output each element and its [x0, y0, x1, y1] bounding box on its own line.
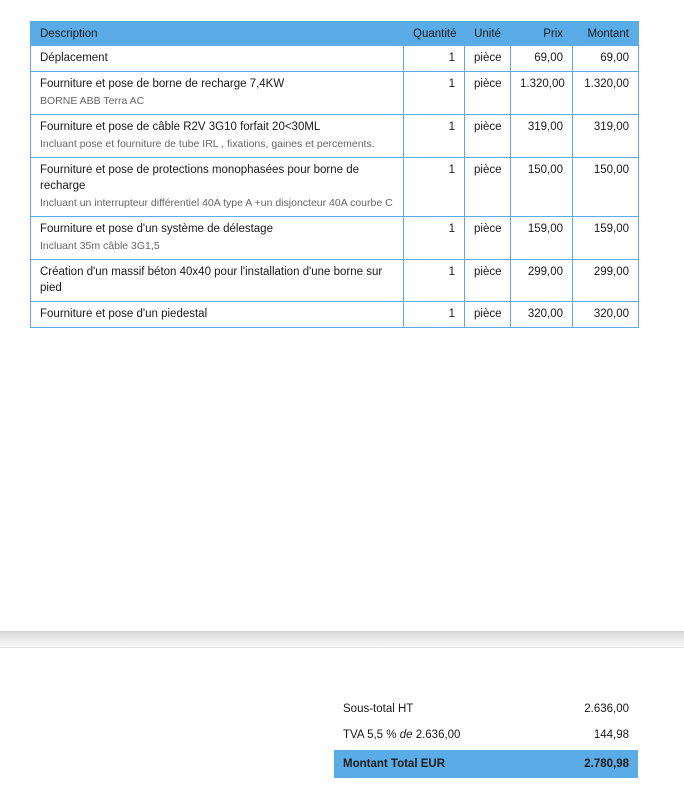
item-title: Fourniture et pose d'un piedestal [40, 308, 208, 320]
vat-row [334, 722, 638, 748]
row-unit-cell: pièce [465, 217, 511, 260]
row-amount-cell: 159,00 [573, 217, 639, 260]
grand-total-row [334, 750, 638, 778]
row-description-cell [31, 158, 404, 217]
vat-label [343, 729, 460, 741]
row-unit-cell: pièce [465, 46, 511, 72]
column-header-description: Description [31, 22, 404, 46]
row-amount-cell: 299,00 [573, 260, 639, 302]
row-price-cell: 150,00 [511, 158, 573, 217]
row-price-cell: 159,00 [511, 217, 573, 260]
row-quantity-cell: 1 [404, 217, 465, 260]
row-quantity-cell: 1 [404, 260, 465, 302]
subtotal-value: 2.636,00 [584, 703, 629, 715]
row-unit-cell: pièce [465, 72, 511, 115]
grand-total-value: 2.780,98 [584, 758, 629, 770]
item-title: Fourniture et pose de borne de recharge 7,4KW [40, 78, 285, 90]
row-description-cell [31, 115, 404, 158]
vat-de-text: de [399, 729, 413, 741]
column-header-unit: Unité [465, 22, 511, 46]
row-unit-cell: pièce [465, 302, 511, 328]
row-price-cell: 320,00 [511, 302, 573, 328]
item-detail: BORNE ABB Terra AC [40, 95, 145, 107]
row-price-cell: 1.320,00 [511, 72, 573, 115]
row-description-cell [31, 46, 404, 72]
table-row [31, 302, 639, 328]
row-price-cell: 319,00 [511, 115, 573, 158]
row-amount-cell: 69,00 [573, 46, 639, 72]
row-amount-cell: 319,00 [573, 115, 639, 158]
row-quantity-cell: 1 [404, 46, 465, 72]
row-description-cell [31, 72, 404, 115]
item-title: Déplacement [40, 52, 108, 64]
vat-value: 144,98 [593, 729, 629, 741]
row-description-cell [31, 260, 404, 302]
row-amount-cell: 320,00 [573, 302, 639, 328]
table-row [31, 115, 639, 158]
table-row [31, 260, 639, 302]
item-detail: Incluant un interrupteur différentiel 40A type A +un disjoncteur 40A courbe C [40, 197, 393, 209]
item-detail: Incluant 35m câble 3G1,5 [40, 240, 160, 252]
row-quantity-cell: 1 [404, 158, 465, 217]
item-title: Fourniture et pose de protections monophasées pour borne de recharge [40, 164, 360, 192]
table-header-row [31, 22, 639, 46]
row-price-cell: 299,00 [511, 260, 573, 302]
column-header-price: Prix [511, 22, 573, 46]
row-quantity-cell: 1 [404, 72, 465, 115]
subtotal-row [334, 696, 638, 722]
column-header-quantity: Quantité [404, 22, 465, 46]
page-break-separator [0, 631, 684, 648]
row-amount-cell: 150,00 [573, 158, 639, 217]
row-unit-cell: pièce [465, 260, 511, 302]
item-title: Fourniture et pose d'un système de délestage [40, 223, 273, 235]
table-row [31, 46, 639, 72]
totals-block [334, 696, 638, 778]
row-description-cell [31, 217, 404, 260]
grand-total-label: Montant Total EUR [343, 758, 445, 770]
row-unit-cell: pièce [465, 158, 511, 217]
row-quantity-cell: 1 [404, 302, 465, 328]
vat-rate-text: TVA 5,5 % [343, 729, 397, 741]
row-amount-cell: 1.320,00 [573, 72, 639, 115]
row-quantity-cell: 1 [404, 115, 465, 158]
item-title: Fourniture et pose de câble R2V 3G10 forfait 20<30ML [40, 121, 321, 133]
table-row [31, 72, 639, 115]
column-header-amount: Montant [573, 22, 639, 46]
vat-base-text: 2.636,00 [415, 729, 461, 741]
invoice-items-table [30, 21, 639, 328]
row-price-cell: 69,00 [511, 46, 573, 72]
item-detail: Incluant pose et fourniture de tube IRL , fixations, gaines et percements. [40, 138, 375, 150]
table-row [31, 217, 639, 260]
row-description-cell [31, 302, 404, 328]
table-row [31, 158, 639, 217]
row-unit-cell: pièce [465, 115, 511, 158]
subtotal-label: Sous-total HT [343, 703, 414, 715]
item-title: Création d'un massif béton 40x40 pour l'installation d'une borne sur pied [40, 266, 383, 294]
